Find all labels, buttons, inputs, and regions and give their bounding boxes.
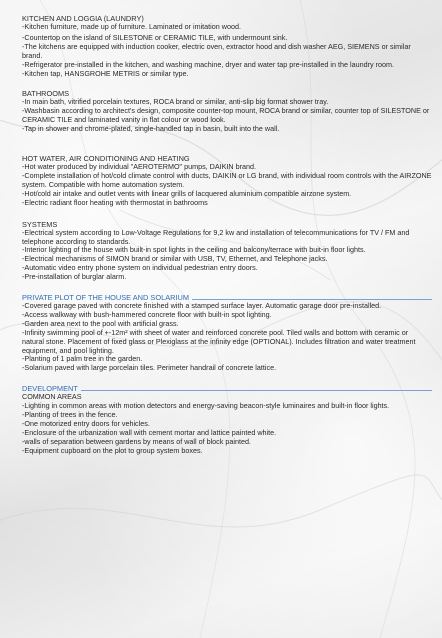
hot-water-line: -Hot water produced by individual "AEROTERMO" pumps, DAIKIN brand.	[22, 162, 256, 172]
hot-water-section	[22, 154, 432, 208]
kitchen-line: -Refrigerator pre-installed in the kitchen, and washing machine, dryer and water tap pre-installed in the laundry room.	[22, 59, 394, 69]
development-line: -Enclosure of the urbanization wall with cement mortar and lattice painted white.	[22, 427, 277, 437]
bathrooms-line: -Tap in shower and chrome-plated, single-handled tap in basin, built into the wall.	[22, 124, 280, 134]
systems-line: -Interior lighting of the house with built-in spot lights in the ceiling and balcony/terrace with buit-in floor lights.	[22, 245, 366, 255]
kitchen-line: -The kitchens are equipped with induction cooker, electric oven, extractor hood and dish washer AEG, SIEMENS or similar brand.	[22, 41, 411, 60]
heading-rule	[192, 299, 432, 300]
common-areas-subheading: COMMON AREAS	[22, 392, 82, 402]
systems-line: -Pre-installation of burglar alarm.	[22, 272, 127, 282]
bathrooms-heading: BATHROOMS	[22, 89, 70, 99]
kitchen-line: -Kitchen furniture, made up of furniture. Laminated or imitation wood.	[22, 22, 241, 31]
kitchen-line: -Kitchen tap, HANSGROHE METRIS or similar type.	[22, 68, 189, 78]
private-plot-heading-text: PRIVATE PLOT OF THE HOUSE AND SOLARIUM	[22, 293, 190, 303]
hot-water-line: -Hot/cold air intake and outlet vents with linear grills of lacquered aluminium compatible airzone system.	[22, 188, 352, 198]
private-plot-line: -Planting of 1 palm tree in the garden.	[22, 354, 143, 364]
private-plot-line: -Garden area next to the pool with artificial grass.	[22, 318, 179, 328]
bathrooms-line: -Washbasin according to architect's design, composite counter-top mount, ROCA brand or similar, counter top of SILESTONE or CERAMIC TILE and laminated vanity in flat colour or wood look.	[22, 106, 430, 125]
development-line: -Lighting in common areas with motion detectors and energy-saving beacon-style luminaires and built-in floor lights.	[22, 401, 390, 411]
specifications-document	[22, 14, 432, 467]
hot-water-heading: HOT WATER, AIR CONDITIONING AND HEATING	[22, 154, 190, 164]
development-line: -One motorized entry doors for vehicles.	[22, 419, 150, 428]
private-plot-line: -Access walkway with bush-hammered concrete floor with built-in spot lighting.	[22, 309, 272, 319]
hot-water-line: -Complete installation of hot/cold climate control with ducts, DAIKIN or LG brand, with individual room controls with the AIRZONE system. Compatible with home automation system.	[22, 170, 432, 189]
systems-line: -Electrical mechanisms of SIMON brand or similar with USB, TV, Ethernet, and Telephone jacks.	[22, 254, 328, 264]
development-heading-text: DEVELOPMENT	[22, 384, 78, 394]
systems-line: -Automatic video entry phone system on individual pedestrian entry doors.	[22, 263, 258, 273]
development-heading	[22, 384, 432, 393]
systems-heading: SYSTEMS	[22, 219, 58, 229]
private-plot-line: -Solarium paved with large porcelain tiles. Perimeter handrail of concrete lattice.	[22, 363, 277, 373]
development-line: -Equipment cupboard on the plot to group system boxes.	[22, 445, 203, 455]
systems-line: -Electrical system according to Low-Voltage Regulations for 9,2 kw and installation of telecommunications for TV / FM and telephone according to standards.	[22, 227, 410, 246]
kitchen-line: -Countertop on the island of SILESTONE or CERAMIC TILE, with undermount sink.	[22, 32, 288, 42]
hot-water-line: -Electric radiant floor heating with thermostat in bathrooms	[22, 197, 208, 207]
kitchen-section	[22, 14, 432, 78]
heading-rule	[81, 390, 432, 391]
private-plot-line: -Covered garage paved with concrete finished with a stamped surface layer. Automatic garage door pre-installed.	[22, 301, 382, 311]
kitchen-heading: KITCHEN AND LOGGIA (LAUNDRY)	[22, 14, 144, 23]
development-section	[22, 384, 432, 455]
private-plot-line: -Infinity swimming pool of +-12m² with sheet of water and reinforced concrete pool. Tiled walls and bottom with ceramic or natural stone. Placement of fixed glass or Plexiglass at the infinity edge (OPTIONAL). Includes filtration and water treatment equipment, and pool lighting.	[22, 327, 416, 355]
development-line: -Planting of trees in the fence.	[22, 410, 118, 420]
development-line: -walls of separation between gardens by means of wall of block painted.	[22, 436, 251, 446]
private-plot-section	[22, 293, 432, 373]
bathrooms-line: -In main bath, vitrified porcelain textures, ROCA brand or similar, anti-slip big format shower tray.	[22, 97, 329, 107]
systems-section	[22, 220, 432, 282]
bathrooms-section	[22, 89, 432, 134]
